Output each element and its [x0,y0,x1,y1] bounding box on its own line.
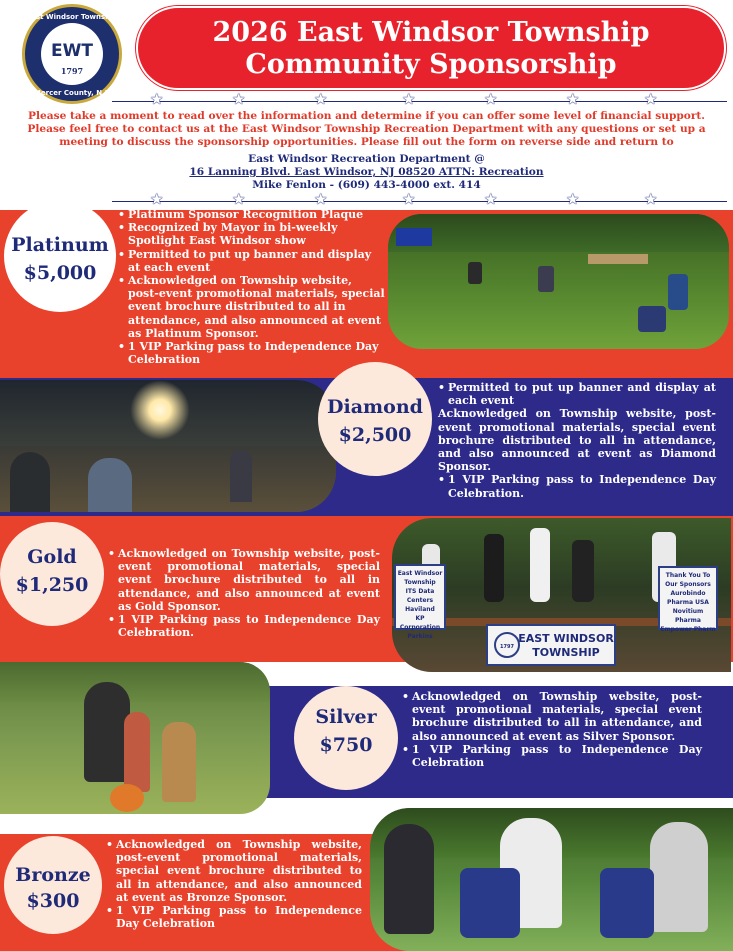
star-icon: ★ [484,190,498,208]
star-icon: ★ [566,90,580,108]
gold-photo-band-stage [392,518,731,672]
star-icon: ★ [150,190,164,208]
contact-address[interactable]: 16 Lanning Blvd. East Windsor, NJ 08520 ATTN: Recreation [189,166,544,178]
benefit-item: • Acknowledged on Township website, post-event promotional materials, special event brochure distributed to all in attendance, and also announced at event as Gold Sponsor. [108,547,380,613]
contact-block [0,153,733,192]
stage-banner-line: EAST WINDSOR [518,632,614,645]
silver-badge [294,686,398,790]
tier-price: $2,500 [338,424,412,446]
star-divider-bottom [112,190,727,208]
benefit-item: • Permitted to put up banner and display at each event [118,248,386,274]
stage-banner-line: TOWNSHIP [532,646,600,659]
sign-title: Thank You To Our Sponsors [665,572,711,588]
sign-line: ITS Data Centers [405,588,435,604]
intro-line: Please feel free to contact us at the East Windsor Township Recreation Department with any questions or set up a [27,123,706,135]
star-icon: ★ [566,190,580,208]
gold-benefits [108,547,380,639]
tier-name: Diamond [327,396,423,418]
tier-price: $750 [319,734,373,756]
benefit-item: • 1 VIP Parking pass to Independence Day Celebration [402,743,702,769]
star-icon: ★ [402,190,416,208]
intro-line: meeting to discuss the sponsorship opportunities. Please fill out the form on reverse side and return to [59,136,674,148]
tier-name: Platinum [11,234,109,256]
title-banner [136,6,726,90]
tier-price: $300 [26,890,80,912]
tier-price: $1,250 [15,574,89,596]
page-title-line2: Community Sponsorship [245,49,617,80]
platinum-badge [4,200,116,312]
sign-title: East Windsor Township [397,570,443,586]
benefit-item: • 1 VIP Parking pass to Independence Day Celebration. [108,613,380,639]
sign-line: KP Corporation [399,615,441,631]
stage-banner [486,624,616,666]
bronze-photo-kids-lawn-chairs [370,808,733,951]
sign-line: Aurobindo Pharma USA [667,590,709,606]
gold-badge [0,522,104,626]
star-icon: ★ [484,90,498,108]
platinum-photo-concert-lawn [388,214,729,349]
benefit-item: Acknowledged on Township website, post-event promotional materials, special event brochure distributed to all in attendance, and also announced at event as Diamond Sponsor. [438,407,716,474]
logo-ring-top-text: East Windsor Township [26,13,118,21]
benefit-item: • Acknowledged on Township website, post-event promotional materials, special event brochure distributed to all in attendance, and also announced at event as Platinum Sponsor. [118,274,386,340]
star-divider-top [112,90,727,108]
benefit-item: • 1 VIP Parking pass to Independence Day Celebration [118,340,386,366]
star-icon: ★ [232,90,246,108]
right-sponsor-sign [658,566,718,633]
star-icon: ★ [150,90,164,108]
star-icon: ★ [644,90,658,108]
silver-photo-kids-costumes [0,662,270,814]
diamond-photo-fireworks [0,380,336,512]
diamond-benefits [438,381,716,500]
bronze-benefits [106,838,362,930]
bronze-badge [4,836,102,934]
logo-monogram: EWT [51,41,93,61]
logo-ring-bottom-text: Mercer County, N.J. [33,89,111,97]
logo-year: 1797 [60,66,84,76]
left-sponsor-sign [394,564,446,640]
benefit-item: • Acknowledged on Township website, post-event promotional materials, special event brochure distributed to all in attendance, and also announced at event as Bronze Sponsor. [106,838,362,904]
sign-line: Novitium Pharma [672,608,704,624]
township-logo [22,4,122,104]
benefit-item: • 1 VIP Parking pass to Independence Day Celebration. [438,473,716,499]
tier-price: $5,000 [23,262,97,284]
sign-line: Parkins [407,633,433,640]
stage-banner-logo: 1797 [494,632,520,658]
intro-text [4,110,729,149]
sign-line: Empower Pharm [660,626,716,633]
star-icon: ★ [232,190,246,208]
star-icon: ★ [314,190,328,208]
platinum-benefits [118,208,386,366]
silver-benefits [402,690,702,769]
sign-line: Haviland [405,606,435,613]
benefit-item: • 1 VIP Parking pass to Independence Day Celebration [106,904,362,930]
tier-name: Gold [27,546,77,568]
star-icon: ★ [402,90,416,108]
contact-person: Mike Fenlon - (609) 443-4000 ext. 414 [252,179,481,191]
benefit-item: • Permitted to put up banner and display at each event [438,381,716,407]
benefit-item: • Acknowledged on Township website, post-event promotional materials, special event brochure distributed to all in attendance, and also announced at event as Silver Sponsor. [402,690,702,743]
contact-department: East Windsor Recreation Department @ [248,153,485,165]
diamond-badge [318,362,432,476]
star-icon: ★ [644,190,658,208]
benefit-item: • Platinum Sponsor Recognition Plaque [118,208,386,221]
tier-name: Silver [315,706,377,728]
tier-name: Bronze [15,864,91,886]
star-icon: ★ [314,90,328,108]
page-title-line1: 2026 East Windsor Township [212,17,650,48]
benefit-item: • Recognized by Mayor in bi-weekly Spotlight East Windsor show [118,221,386,247]
intro-line: Please take a moment to read over the information and determine if you can offer some level of financial support. [28,110,705,122]
